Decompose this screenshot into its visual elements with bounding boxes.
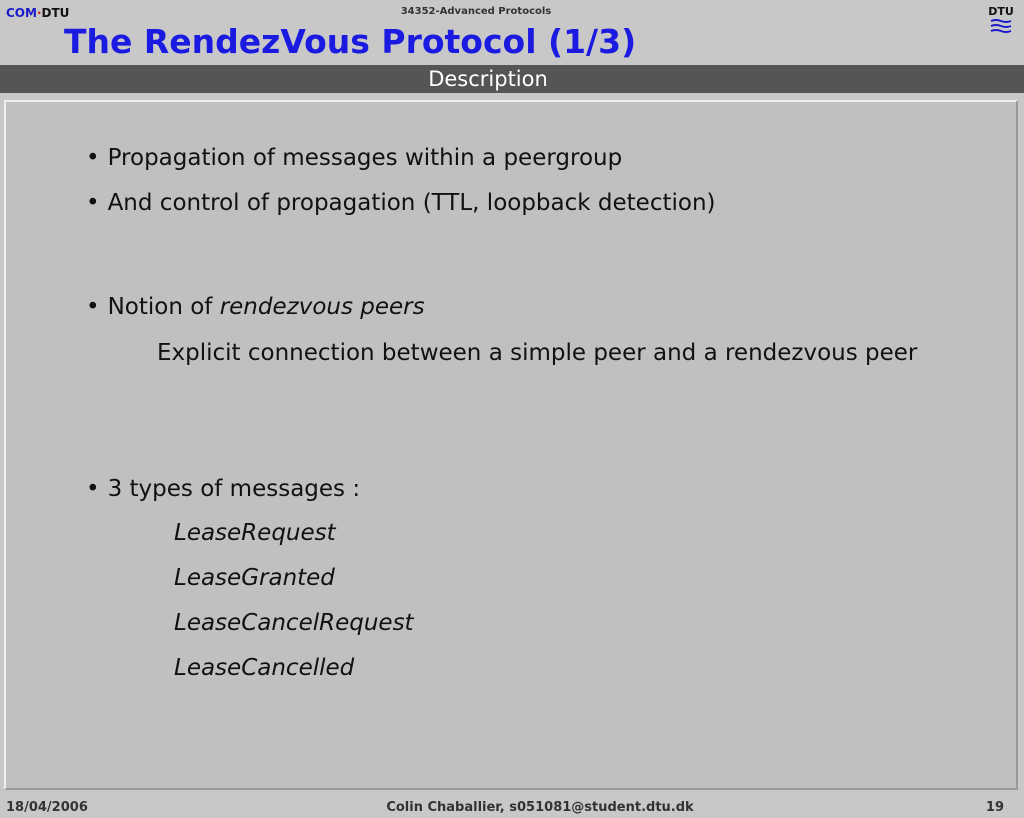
footer-date: 18/04/2006	[6, 800, 88, 815]
section-label: Description	[428, 67, 548, 91]
bullet-text: 3 types of messages :	[107, 476, 361, 502]
bullet-item	[86, 474, 360, 504]
bullet-symbol: •	[86, 476, 100, 502]
sub-line: Explicit connection between a simple peer and a rendezvous peer	[157, 340, 918, 366]
bullet-item	[86, 143, 622, 173]
message-type: LeaseCancelRequest	[174, 610, 414, 636]
message-type: LeaseGranted	[174, 565, 335, 591]
bullet-text: And control of propagation (TTL, loopback detection)	[107, 190, 716, 216]
slide-footer	[0, 796, 1024, 818]
bullet-symbol: •	[86, 145, 100, 171]
bullet-item	[86, 292, 425, 322]
bullet-item	[86, 188, 716, 218]
message-type: LeaseCancelled	[174, 655, 355, 681]
bullet-text: Notion of	[107, 294, 220, 320]
logo-dot: ·	[36, 6, 42, 20]
dtu-logo	[988, 6, 1014, 33]
bullet-text: Propagation of messages within a peergroup	[107, 145, 623, 171]
dtu-wave-icon	[990, 19, 1012, 33]
slide-title: The RendezVous Protocol (1/3)	[64, 22, 637, 61]
slide-header	[0, 0, 1024, 64]
page-number: 19	[985, 800, 1004, 815]
section-bar	[0, 65, 1024, 93]
logo-com-text: COM	[6, 6, 37, 20]
logo-dtu-text: DTU	[41, 6, 70, 20]
content-area	[4, 100, 1018, 790]
message-type: LeaseRequest	[174, 520, 336, 546]
bullet-emphasis: rendezvous peers	[219, 294, 425, 320]
bullet-symbol: •	[86, 190, 100, 216]
bullet-symbol: •	[86, 294, 100, 320]
dtu-logo-text: DTU	[988, 5, 1014, 18]
course-title: 34352-Advanced Protocols	[400, 6, 552, 17]
footer-author: Colin Chaballier, s051081@student.dtu.dk	[386, 800, 694, 815]
